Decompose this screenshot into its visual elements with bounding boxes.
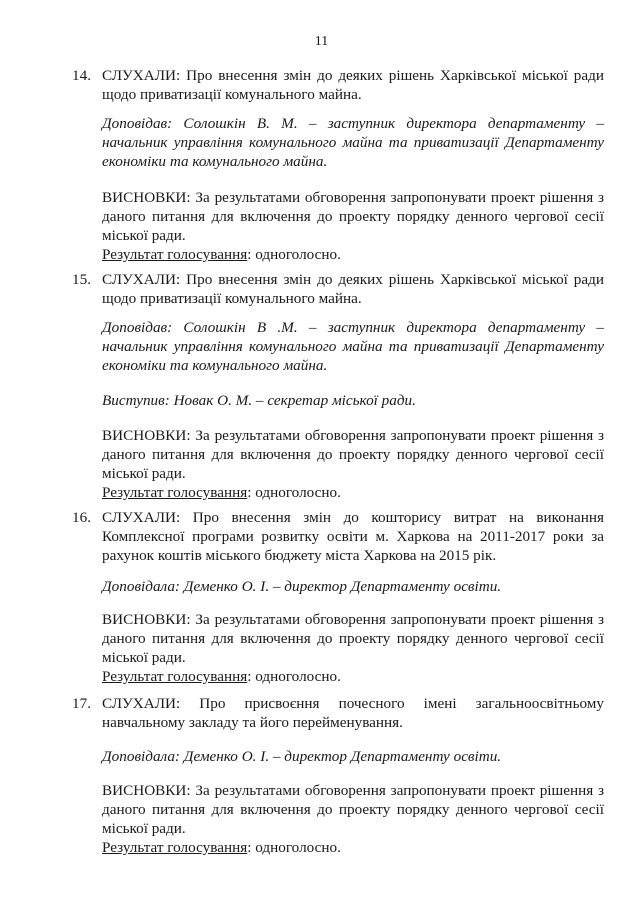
page-number: 11 [314, 34, 329, 49]
item-number: 14. [72, 67, 91, 84]
heard-label: СЛУХАЛИ: [102, 509, 181, 526]
conclusion-label: ВИСНОВКИ: [102, 611, 191, 628]
heard-paragraph [102, 694, 604, 732]
conclusion-text: За результатами обговорення запропонувати проект рішення з даного питання для включення до проекту порядку денного чергової сесії міської ради. [102, 427, 604, 482]
speaker-line: Доповідав: Солошкін В .М. – заступник директора департаменту – начальник управління комунального майна та приватизації Департаменту економіки та комунального майна. [102, 319, 604, 374]
vote-result: : одноголосно. [247, 668, 341, 685]
heard-text: Про внесення змін до деяких рішень Харківської міської ради щодо приватизації комунального майна. [102, 67, 604, 103]
vote-result-line [102, 838, 604, 857]
conclusion-paragraph [102, 188, 604, 245]
speaker-line: Виступив: Новак О. М. – секретар міської ради. [102, 392, 416, 409]
conclusion-text: За результатами обговорення запропонувати проект рішення з даного питання для включення до проекту порядку денного чергової сесії міської ради. [102, 611, 604, 666]
vote-label: Результат голосування [102, 484, 248, 501]
heard-text: Про присвоєння почесного імені загальноосвітньому навчальному закладу та його перейменування. [102, 695, 604, 731]
heard-paragraph [102, 508, 604, 565]
item-number: 16. [72, 509, 91, 526]
vote-label: Результат голосування [102, 668, 248, 685]
agenda-item [72, 508, 604, 686]
vote-label: Результат голосування [102, 839, 248, 856]
heard-paragraph [102, 66, 604, 104]
vote-result: : одноголосно. [247, 839, 341, 856]
conclusion-paragraph [102, 610, 604, 667]
heard-text: Про внесення змін до деяких рішень Харківської міської ради щодо приватизації комунального майна. [102, 271, 604, 307]
conclusion-text: За результатами обговорення запропонувати проект рішення з даного питання для включення до проекту порядку денного чергової сесії міської ради. [102, 782, 604, 837]
heard-label: СЛУХАЛИ: [102, 67, 181, 84]
item-number: 15. [72, 271, 91, 288]
conclusion-text: За результатами обговорення запропонувати проект рішення з даного питання для включення до проекту порядку денного чергової сесії міської ради. [102, 189, 604, 244]
agenda-item [72, 694, 604, 857]
conclusion-paragraph [102, 426, 604, 483]
conclusion-label: ВИСНОВКИ: [102, 427, 191, 444]
agenda-item [72, 66, 604, 264]
vote-label: Результат голосування [102, 246, 248, 263]
heard-label: СЛУХАЛИ: [102, 695, 181, 712]
heard-label: СЛУХАЛИ: [102, 271, 181, 288]
speaker-line: Доповідала: Деменко О. І. – директор Департаменту освіти. [102, 578, 502, 595]
heard-paragraph [102, 270, 604, 308]
heard-text: Про внесення змін до кошторису витрат на виконання Комплексної програми розвитку освіти м. Харкова на 2011-2017 роки за рахунок коштів міського бюджету міста Харкова на 2015 рік. [102, 509, 604, 564]
vote-result-line [102, 245, 604, 264]
item-number: 17. [72, 695, 91, 712]
speaker-line: Доповідав: Солошкін В. М. – заступник директора департаменту – начальник управління комунального майна та приватизації Департаменту економіки та комунального майна. [102, 115, 604, 170]
vote-result: : одноголосно. [247, 246, 341, 263]
vote-result-line [102, 667, 604, 686]
vote-result: : одноголосно. [247, 484, 341, 501]
speaker-line: Доповідала: Деменко О. І. – директор Департаменту освіти. [102, 748, 502, 765]
conclusion-paragraph [102, 781, 604, 838]
vote-result-line [102, 483, 604, 502]
agenda-item [72, 270, 604, 502]
conclusion-label: ВИСНОВКИ: [102, 782, 191, 799]
conclusion-label: ВИСНОВКИ: [102, 189, 191, 206]
